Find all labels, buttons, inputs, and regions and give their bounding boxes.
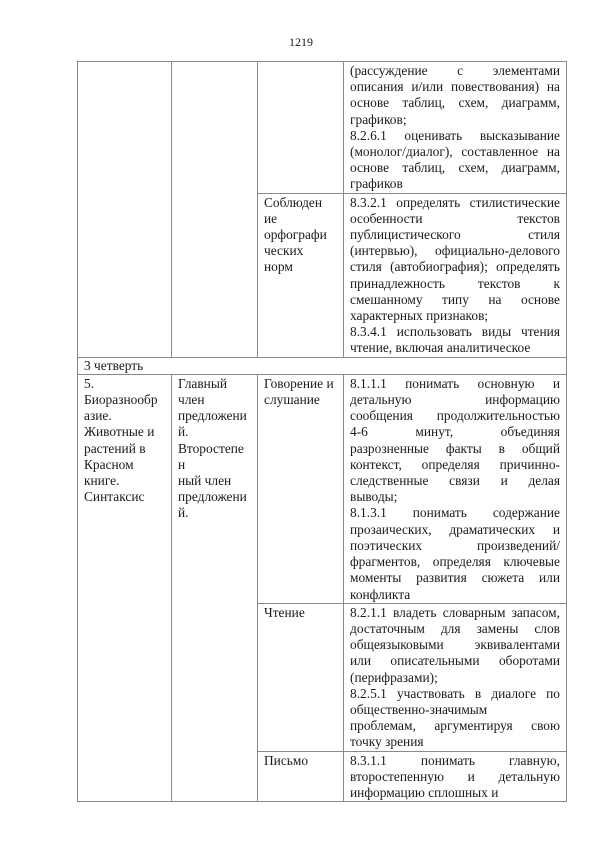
text-line: Животные и [84,424,155,440]
text-line: (перифразами); [350,669,438,685]
text-line: моменты развития сюжета или [350,570,560,586]
quarter-label: 3 четверть [78,357,567,374]
text-line: точку зрения [350,734,424,750]
text-line: общеязыковыми эквивалентами [350,637,560,653]
text-line: член [178,392,205,408]
text-line: 8.2.1.1 владеть словарным запасом, [350,604,560,620]
text-line: Говорение и [264,375,334,391]
text-line: достаточным для замены слов [350,620,560,636]
text-line: Второстепе [178,440,244,456]
text-line: сообщения продолжительностью [350,408,560,424]
text-line: н [178,456,186,472]
text-line: слушание [264,392,320,408]
text-line: принадлежность текстов к [350,275,560,291]
table-cell-objectives [344,374,567,603]
skill-label [264,376,337,408]
text-line: (интервью), официально-делового [350,243,560,259]
text-line: растений в [84,440,146,456]
table-cell-unit-prev [78,62,172,358]
text-line: Биоразнообр [84,392,158,408]
text-line: книге. [84,473,120,489]
text-line: Соблюден [264,194,323,210]
table-cell-grammar [172,374,258,801]
text-line: (рассуждение с элементами [350,63,560,78]
text-line: следственные связи и делая [350,473,560,489]
text-line: (монолог/диалог), составленное на [350,144,560,160]
text-line: й. [178,505,189,521]
table-cell-objectives [344,62,567,194]
text-line: или описательными оборотами [350,653,560,669]
text-line: описания и/или повествования) на [350,79,560,95]
text-line: контекст, определяя причинно- [350,456,560,472]
curriculum-table [77,61,567,802]
objectives-text [350,376,560,603]
text-line: конфликта [350,586,411,602]
table-row [78,62,567,194]
text-line: общественно-значимым [350,701,488,717]
table-cell-skill [258,603,344,751]
text-line: 8.1.3.1 понимать содержание [350,505,560,521]
text-line: ный член [178,473,232,489]
text-line: детальную информацию [350,392,560,408]
text-line: Чтение [264,604,305,620]
objectives-text [350,753,560,802]
text-line: 8.3.1.1 понимать главную, [350,752,560,768]
text-line: графиков [350,176,403,192]
grammar-topic [178,376,251,522]
text-line: проблемам, аргументируя свою [350,718,560,734]
table-cell-objectives [344,603,567,751]
text-line: особенности текстов [350,210,560,226]
text-line: 8.2.5.1 участвовать в диалоге по [350,685,560,701]
skill-label [264,195,337,276]
text-line: второстепенную и детальную [350,768,560,784]
skill-label [264,753,337,769]
text-line: 8.2.6.1 оценивать высказывание [350,127,560,143]
text-line: 8.3.2.1 определять стилистические [350,194,560,210]
text-line: поэтических произведений/ [350,537,560,553]
text-line: графиков; [350,111,407,127]
text-line: чтение, включая аналитическое [350,340,531,356]
table-cell-objectives [344,193,567,357]
text-line: Главный [178,375,228,391]
text-line: ческих [264,243,304,259]
text-line: Письмо [264,752,309,768]
skill-label [264,605,337,621]
text-line: ие [264,210,278,226]
text-line: предложени [178,408,247,424]
text-line: фрагментов, определяя ключевые [350,554,560,570]
table-cell-unit [78,374,172,801]
text-line: й. [178,424,189,440]
table-cell-skill [258,751,344,802]
unit-title [84,376,165,506]
table-row-quarter [78,357,567,374]
text-line: 4-6 минут, объединяя [350,424,560,440]
text-line: стиля (автобиография); определять [350,259,560,275]
objectives-text [350,63,560,193]
text-line: азие. [84,408,112,424]
text-line: основе таблиц, схем, диаграмм, [350,160,560,176]
text-line: смешанному типу на основе [350,291,560,307]
text-line: 5. [84,375,95,391]
table-row [78,374,567,603]
table-cell-skill [258,374,344,603]
text-line: норм [264,259,293,275]
table-cell-skill [258,193,344,357]
text-line: публицистического стиля [350,227,560,243]
objectives-text [350,605,560,751]
text-line: орфографи [264,227,327,243]
table-cell-skill-prev [258,62,344,194]
objectives-text [350,195,560,357]
text-line: 8.3.4.1 использовать виды чтения [350,324,560,340]
text-line: 8.1.1.1 понимать основную и [350,375,560,391]
text-line: Синтаксис [84,489,145,505]
text-line: информацию сплошных и [350,784,499,800]
text-line: характерных признаков; [350,308,489,324]
text-line: прозаических, драматических и [350,521,560,537]
table-cell-grammar-prev [172,62,258,358]
text-line: основе таблиц, схем, диаграмм, [350,95,560,111]
text-line: предложени [178,489,247,505]
page-number: 1219 [289,35,313,49]
text-line: выводы; [350,489,398,505]
text-line: Красном [84,456,134,472]
table-cell-objectives [344,751,567,802]
text-line: разрозненные факты в общий [350,440,560,456]
